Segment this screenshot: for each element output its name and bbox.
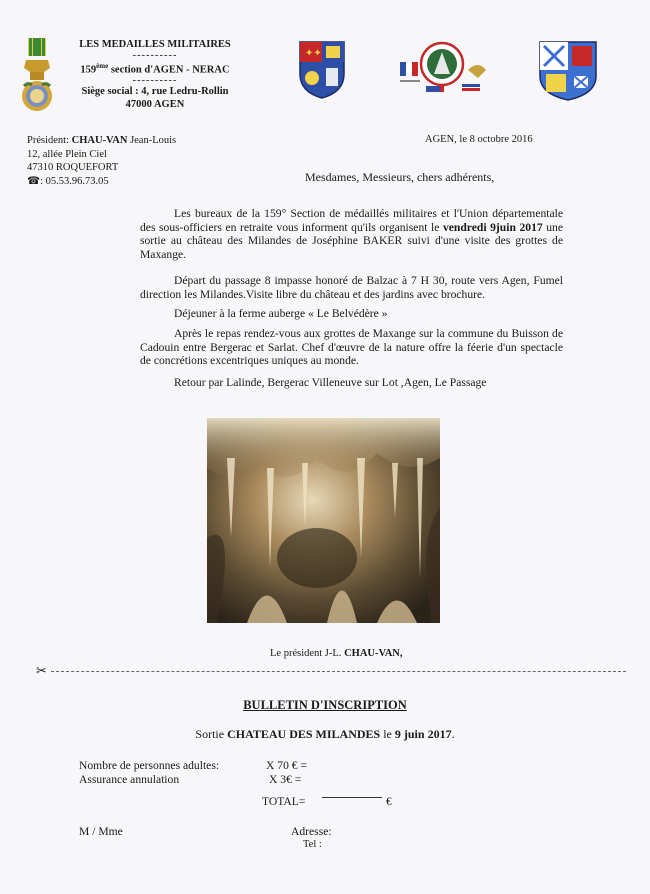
organization-header: [40, 38, 270, 112]
sender-phone-line: ☎: 05.53.96.73.05: [27, 175, 109, 187]
insurance-label: Assurance annulation: [79, 773, 180, 786]
greeting: Mesdames, Messieurs, chers adhérents,: [305, 170, 495, 184]
org-name: LES MEDAILLES MILITAIRES: [79, 39, 231, 50]
total-fill-line: [322, 797, 382, 798]
paragraph-return: Retour par Lalinde, Bergerac Villeneuve sur Lot ,Agen, Le Passage: [174, 376, 487, 389]
adults-label: Nombre de personnes adultes:: [79, 759, 220, 772]
bulletin-title: BULLETIN D'INSCRIPTION: [243, 698, 407, 712]
section-line: 159ème section d'AGEN - NERAC: [80, 61, 230, 75]
department-coat-of-arms-icon: [538, 40, 598, 102]
header-separator-2: ----------: [132, 74, 178, 86]
city-line: 47000 AGEN: [125, 99, 185, 110]
paragraph-lunch: Déjeuner à la ferme auberge « Le Belvédère »: [174, 307, 388, 320]
name-label: M / Mme: [79, 825, 123, 838]
signature-line: Le président J-L. CHAU-VAN,: [270, 648, 403, 659]
paragraph-departure: Départ du passage 8 impasse honoré de Balzac à 7 H 30, route vers Agen, Fumel direction les Milandes.Visite libre du château et des jardins avec brochure.: [140, 274, 563, 301]
association-emblems-icon: [386, 40, 498, 106]
telephone-icon: ☎: [27, 175, 41, 187]
total-currency: €: [386, 795, 392, 808]
date-line: AGEN, le 8 octobre 2016: [425, 134, 533, 145]
scissors-icon: ✂: [36, 663, 47, 678]
total-label: TOTAL=: [262, 795, 306, 808]
paragraph-announcement: Les bureaux de la 159° Section de médaillés militaires et l'Union départementale des sous-officiers en retraite vous informent qu'ils organisent le vendredi 9juin 2017 une sortie au château des Milandes de Joséphine BAKER suivi d'une visite des grottes de Maxange.: [140, 207, 563, 261]
agen-coat-of-arms-icon: [298, 40, 346, 100]
sender-name-line: Président: CHAU-VAN Jean-Louis: [27, 135, 177, 146]
cave-photo: [207, 418, 440, 623]
svg-text:✦✦: ✦✦: [305, 48, 322, 59]
paragraph-caves: Après le repas rendez-vous aux grottes de Maxange sur la commune du Buisson de Cadouin entre Bergerac et Sarlat. Chef d'œuvre de la nature offre la féerie d'un spectacle de concrétions excentriques uniques au monde.: [140, 327, 563, 368]
bulletin-subtitle: Sortie CHATEAU DES MILANDES le 9 juin 2017.: [195, 727, 455, 741]
adults-price: X 70 € =: [266, 759, 307, 772]
tel-label: Tel :: [303, 839, 322, 850]
sender-block: [27, 134, 176, 188]
sender-address-line2: 47310 ROQUEFORT: [27, 162, 119, 173]
address-label: Adresse:: [291, 825, 332, 838]
header-separator: ----------: [132, 49, 178, 61]
sender-address-line1: 12, allée Plein Ciel: [27, 148, 107, 160]
cut-line: [36, 671, 626, 672]
siege-line: Siège social : 4, rue Ledru-Rollin: [81, 85, 229, 97]
insurance-price: X 3€ =: [269, 773, 302, 786]
